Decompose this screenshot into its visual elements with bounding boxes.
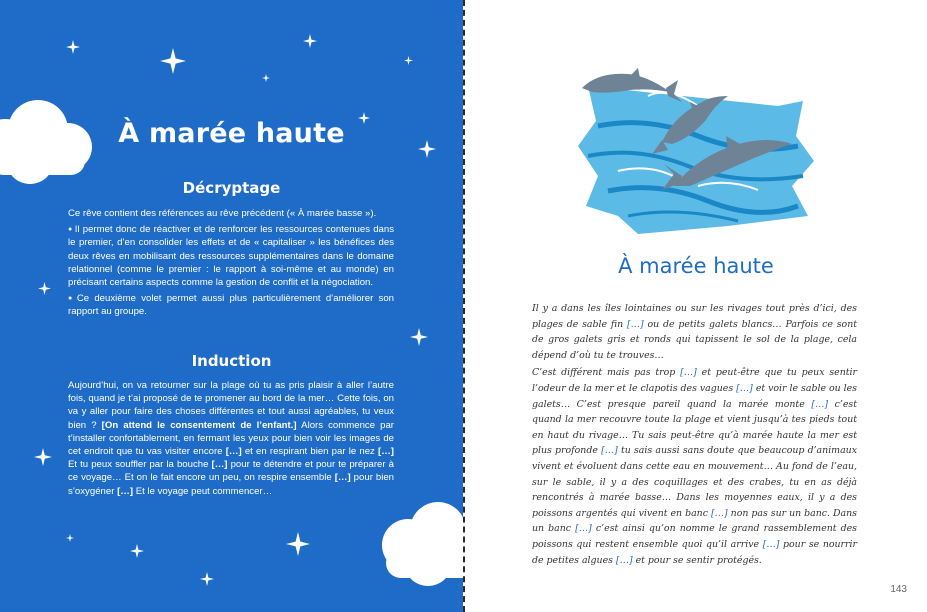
section-heading-induction: Induction bbox=[191, 352, 272, 370]
pause-marker: […] bbox=[378, 446, 394, 458]
pause-marker: […] bbox=[762, 538, 780, 550]
dolphins-illustration-icon bbox=[578, 66, 814, 234]
instruction-note: [On attend le consentement de l’enfant.] bbox=[101, 419, 297, 431]
story-paragraph-1: Il y a dans les îles lointaines ou sur les rivages tout près d’ici, des plages de sable fin […] ou de petits galets blancs… Parfois ce sont de gros galets gris et ronds qui tapissent le sol de la plage, cela dépend d’où tu te trouves… bbox=[532, 303, 857, 361]
star-icon bbox=[38, 282, 51, 295]
star-icon bbox=[160, 48, 186, 74]
star-icon bbox=[66, 40, 80, 54]
pause-marker: […] bbox=[710, 507, 728, 519]
pause-marker: […] bbox=[601, 445, 618, 457]
pause-marker: […] bbox=[117, 485, 134, 497]
pause-marker: […] bbox=[680, 367, 697, 379]
star-icon bbox=[410, 328, 428, 346]
bullet-icon: ● bbox=[68, 226, 73, 234]
star-icon bbox=[286, 532, 310, 556]
bullet-icon: ● bbox=[68, 295, 75, 303]
left-page bbox=[0, 0, 463, 612]
pause-marker: […] bbox=[575, 523, 592, 535]
decryptage-bullet-1 bbox=[68, 223, 394, 289]
story-text bbox=[532, 301, 857, 570]
page-number: 143 bbox=[890, 584, 907, 595]
pause-marker: […] bbox=[334, 472, 351, 484]
star-icon bbox=[262, 74, 270, 82]
star-icon bbox=[404, 56, 413, 65]
section-heading-decryptage: Décryptage bbox=[182, 179, 281, 197]
story-paragraph-2: C’est différent mais pas trop […] et peut-être que tu peux sentir l’odeur de la mer et le clapotis des vagues […] et voir le sable ou les galets… C’est presque pareil quand la marée monte […] c’est quand la mer recouvre toute la plage et vient jusqu’à tes pieds tout en haut du rivage… Tu sais peut-être qu’à marée haute la mer est plus profonde […] tu sais aussi sans doute que beaucoup d’animaux vivent et évoluent dans cette eau en mouvement… Au fond de l’eau, sur le sable, il y a des coquillages et des crabes, tu en as déjà rencontrés à marée basse… Dans les moyennes eaux, il y a des poissons argentés qui vivent en banc […] non pas sur un banc. Dans un banc […] c’est ainsi qu’on nomme le grand rassemblement des poissons qui restent ensemble quoi qu’il arrive […] pour se nourrir de petites algues […] et pour se sentir protégés. bbox=[532, 367, 857, 566]
decryptage-intro: Ce rêve contient des références au rêve précédent (« À marée basse »). bbox=[68, 208, 377, 219]
pause-marker: […] bbox=[211, 459, 228, 471]
right-page-title: À marée haute bbox=[618, 254, 774, 278]
star-icon bbox=[66, 534, 74, 542]
bullet-text: Il permet donc de réactiver et de renforcer les ressources contenues dans le premier, d’en consolider les effets et de « capitaliser » les bénéfices des deux rêves en mobilisant des ressources supplémentaires dans le domaine relationnel (comme le premier : le rapport à soi-même et au monde) en précisant certains aspects comme la gestion de conflit et la négociation. bbox=[68, 224, 394, 289]
cloud-bottom-right bbox=[368, 490, 463, 590]
pause-marker: […] bbox=[626, 318, 644, 330]
decryptage-bullet-2 bbox=[68, 292, 394, 318]
pause-marker: […] bbox=[811, 398, 829, 410]
decryptage-text bbox=[68, 207, 394, 319]
star-icon bbox=[34, 448, 52, 466]
star-icon bbox=[303, 34, 317, 48]
induction-text bbox=[68, 379, 394, 498]
pause-marker: […] bbox=[225, 446, 242, 458]
star-icon bbox=[200, 572, 214, 586]
pause-marker: […] bbox=[736, 382, 753, 394]
left-page-title: À marée haute bbox=[118, 118, 345, 149]
star-icon bbox=[130, 544, 144, 558]
induction-paragraph: Aujourd’hui, on va retourner sur la plage où tu as pris plaisir à aller l’autre fois, quand je t’ai proposé de te promener au bord de la mer… Cette fois, on va y aller pour faire des choses différentes et tout aussi agréables, tu veux bien ? [On attend le consentement de l’enfant.] Alors commence par t’installer confortablement, en fermant les yeux pour bien voir les images de cet endroit que tu vas visiter encore […] et en respirant bien par le nez […] Et tu peux souffler par la bouche […] pour te détendre et pour te préparer à ce voyage… Et on le fait encore un peu, on respire ensemble […] pour bien s’oxygéner […] Et le voyage peut commencer… bbox=[68, 380, 395, 497]
bullet-text: Ce deuxième volet permet aussi plus particulièrement d’améliorer son rapport au groupe. bbox=[68, 293, 395, 318]
pause-marker: […] bbox=[615, 554, 633, 566]
